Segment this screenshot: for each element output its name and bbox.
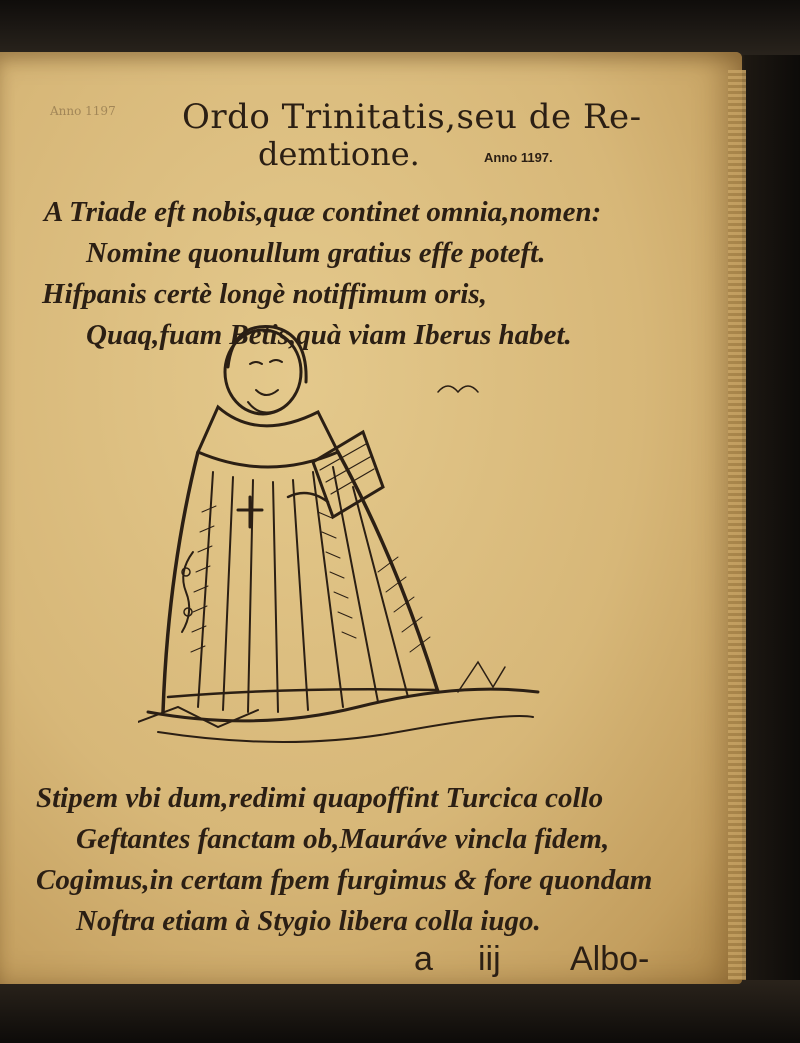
verse-top-3: Hifpanis certè longè notiffimum oris,	[42, 278, 487, 310]
page-title-line-2: demtione.	[258, 135, 420, 173]
verse-bottom-3: Cogimus,in certam fpem furgimus & fore quondam	[36, 864, 653, 896]
verse-top-2: Nomine quonullum gratius effe poteft.	[86, 237, 546, 269]
book-page	[0, 52, 742, 984]
verse-top-4: Quaq,fuam Betis,quà viam Iberus habet.	[86, 319, 572, 351]
scan-top-shadow	[0, 0, 800, 58]
signature-number: iij	[478, 940, 501, 978]
verse-top-1: A Triade eft nobis,quæ continet omnia,nomen:	[44, 196, 602, 228]
year-note: Anno 1197.	[484, 150, 553, 165]
page-title-line-1: Ordo Trinitatis,seu de Re-	[182, 97, 642, 137]
verse-bottom-4: Noftra etiam à Stygio libera colla iugo.	[76, 905, 541, 937]
scan-bottom-shadow	[0, 980, 800, 1043]
signature-mark: a	[414, 940, 433, 978]
faded-bleed-text: Anno 1197	[50, 104, 116, 118]
page-edge-strip	[728, 70, 746, 980]
verse-bottom-1: Stipem vbi dum,redimi quapoffint Turcica collo	[36, 782, 604, 814]
verse-bottom-2: Geftantes fanctam ob,Mauráve vincla fidem,	[76, 823, 610, 855]
catchword: Albo-	[570, 940, 650, 978]
monk-woodcut-icon	[138, 312, 542, 752]
page-footer	[0, 940, 742, 984]
